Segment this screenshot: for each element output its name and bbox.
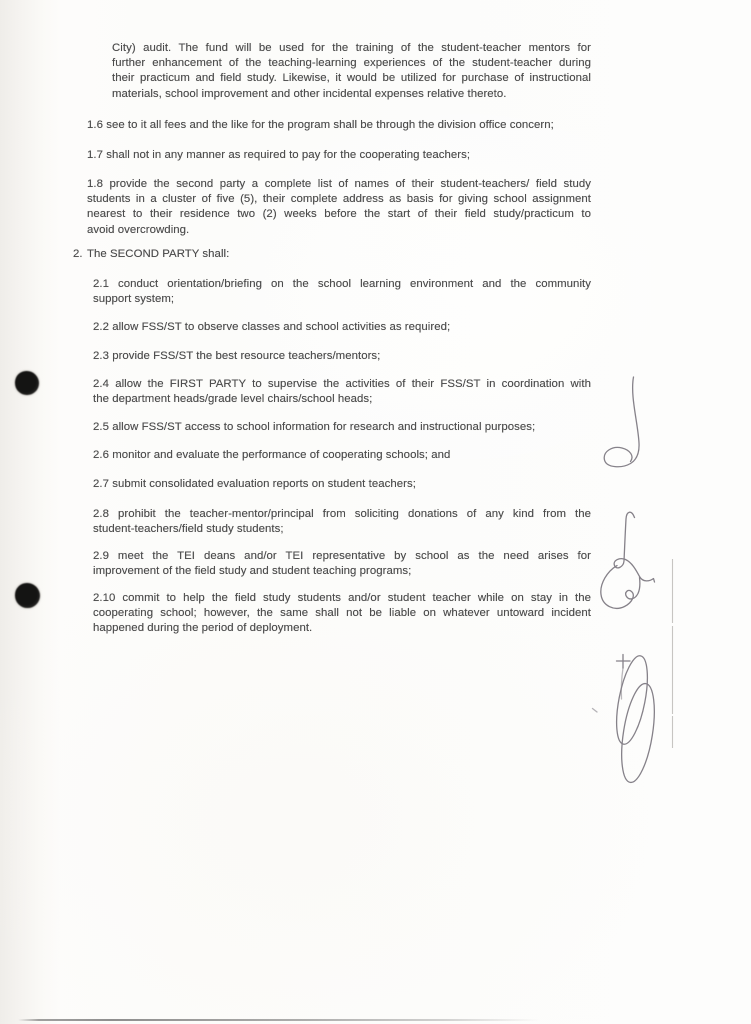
section-title: The SECOND PARTY shall:	[87, 248, 230, 260]
text-line: 2.2 allow FSS/ST to observe classes and school activities as required;	[93, 321, 451, 333]
text-line: student-teachers/field study students;	[93, 523, 284, 536]
signature-mark-2	[614, 512, 654, 582]
clause-2-2	[93, 320, 450, 335]
signature-mark-3-cross	[617, 655, 631, 669]
text-line: 2.8 prohibit the teacher-mentor/principal from soliciting donations of any kind from the	[93, 508, 591, 520]
signature-mark-3-ellipse-upper	[611, 653, 654, 746]
clause-2-3	[93, 349, 380, 364]
clause-2-4	[93, 377, 591, 407]
clause-1-5-continuation	[112, 41, 591, 102]
text-line: nearest to their residence two (2) weeks before the start of their field study/practicum to	[87, 208, 591, 221]
text-line: 2.1 conduct orientation/briefing on the school learning environment and the community	[93, 278, 591, 290]
text-line: City) audit. The fund will be used for the training of the student-teacher mentors for	[112, 42, 591, 54]
text-line: avoid overcrowding.	[87, 223, 190, 236]
punch-hole-bottom	[15, 583, 40, 608]
text-line: 2.6 monitor and evaluate the performance of cooperating schools; and	[93, 449, 451, 461]
signature-mark-3-stem	[621, 668, 623, 699]
clause-2-5	[93, 420, 535, 435]
text-line: students in a cluster of five (5), their complete address as basis for giving school assignment	[87, 193, 591, 206]
punch-hole-top	[15, 371, 39, 395]
text-line: 2.5 allow FSS/ST access to school information for research and instructional purposes;	[93, 421, 536, 433]
text-line: improvement of the field study and student teaching programs;	[93, 565, 412, 578]
section-2-heading	[73, 247, 229, 262]
clause-2-10	[93, 591, 591, 637]
text-line: materials, school improvement and other incidental expenses relative thereto.	[112, 87, 507, 100]
text-line: 2.10 commit to help the field study students and/or student teacher while on stay in the	[93, 592, 591, 604]
clause-2-1	[93, 277, 591, 307]
clause-2-6	[93, 448, 450, 463]
clause-2-7	[93, 477, 416, 492]
clause-1-8	[87, 177, 591, 238]
text-line: the department heads/grade level chairs/school heads;	[93, 393, 373, 406]
clause-1-6	[87, 118, 554, 133]
clause-1-7	[87, 148, 470, 163]
text-line: support system;	[93, 293, 175, 306]
text-line: 1.8 provide the second party a complete list of names of their student-teachers/ field study	[87, 178, 591, 190]
section-number: 2.	[73, 248, 83, 260]
signature-mark-1	[604, 377, 639, 467]
clause-2-9	[93, 549, 591, 579]
text-line: cooperating school; however, the same shall not be liable on whatever untoward incident	[93, 607, 591, 620]
text-line: 2.3 provide FSS/ST the best resource teachers/mentors;	[93, 350, 381, 362]
signature-mark-3-ellipse-lower	[616, 681, 660, 784]
stray-ink-tick	[593, 709, 598, 713]
text-line: 2.7 submit consolidated evaluation reports on student teachers;	[93, 478, 416, 490]
text-line: 1.6 see to it all fees and the like for the program shall be through the division office concern;	[87, 119, 554, 131]
page-bottom-edge-shadow	[18, 1019, 540, 1021]
text-line: 2.4 allow the FIRST PARTY to supervise the activities of their FSS/ST in coordination with	[93, 378, 591, 390]
text-line: their practicum and field study. Likewise, it would be utilized for purchase of instructional	[112, 72, 591, 85]
text-line: 2.9 meet the TEI deans and/or TEI representative by school as the need arises for	[93, 550, 591, 562]
signature-mark-2-loop	[601, 566, 640, 609]
text-line: 1.7 shall not in any manner as required to pay for the cooperating teachers;	[87, 149, 471, 161]
clause-2-8	[93, 507, 591, 537]
text-line: happened during the period of deployment.	[93, 622, 313, 635]
text-line: further enhancement of the teaching-learning experiences of the student-teacher during	[112, 57, 591, 70]
